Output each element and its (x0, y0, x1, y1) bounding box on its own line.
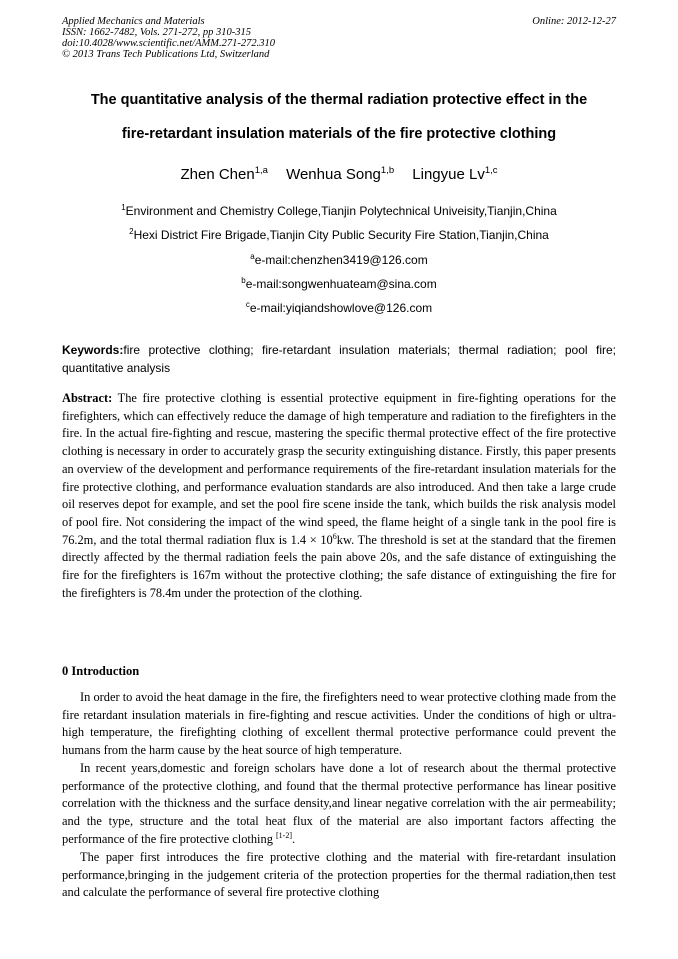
keywords-label: Keywords: (62, 343, 124, 357)
section-heading-introduction: 0 Introduction (62, 664, 140, 678)
email-a: $^a$e-mail:chenzhen3419@126.com (250, 252, 428, 267)
intro-paragraph-3: The paper first introduces the fire protective clothing and the material with fire-retardant insulation performance,bringing in the judgement criteria of the protection properties for the thermal radiation,then test and calculate the performance of several fire protective clothing (62, 850, 616, 900)
doi-line: doi:10.4028/www.scientific.net/AMM.271-272.310 (62, 38, 275, 49)
intro-paragraph-2: In recent years,domestic and foreign scholars have done a lot of research about the thermal protective performance of the protective clothing, and found that the thermal protective performance has linear positive correlation with the thickness and the surface density,and linear negative correlation with the air permeability; and the type, structure and the total heat flux of the material are also important factors affecting the performance of the fire protective clothing [1-2]. (62, 761, 629, 846)
issn-line: ISSN: 1662-7482, Vols. 271-272, pp 310-315 (62, 27, 251, 38)
journal-name: Applied Mechanics and Materials (62, 16, 205, 27)
author: Wenhua Song$^{1,b}$ (286, 165, 395, 183)
author-list (0, 166, 678, 183)
paper-title-line-1: The quantitative analysis of the thermal radiation protective effect in the (90, 92, 588, 108)
keywords-text: fire protective clothing; fire-retardant insulation materials; thermal radiation; pool fire; quantitative analysis (62, 343, 616, 375)
keywords (62, 341, 616, 377)
author: Zhen Chen$^{1,a}$ (180, 165, 268, 183)
affiliation-1: $^1$Environment and Chemistry College,Tianjin Polytechnical Univeisity,Tianjin,China (121, 203, 557, 218)
intro-paragraph-1: In order to avoid the heat damage in the fire, the firefighters need to wear protective clothing made from the fire retardant insulation materials in fire-fighting and rescue activities. Under the conditions of high or ultra-high temperature, the firefighting clothing of excellent thermal protective performance could prevent the humans from the harm cause by the heat source of high temperature. (62, 690, 616, 758)
affiliation-2: $^2$Hexi District Fire Brigade,Tianjin City Public Security Fire Station,Tianjin,China (129, 227, 549, 242)
abstract: Abstract: The fire protective clothing is essential protective equipment in fire-fighting operations for the firefighters, which can effectively reduce the damage of high temperature and radiation to the firefighters in the fire. In the actual fire-fighting and rescue, mastering the specific thermal protective effect of the fire protective clothing is necessary in order to accurately grasp the security extinguishing distance. Firstly, this paper presents an overview of the development and performance requirements of the fire-retardant insulation materials for the fire protective clothing, and performance evaluation standards are also introduced. And then take a large crude oil reserves depot for example, and set the pool fire scene inside the tank, which builds the risk analysis model of pool fire. Not considering the impact of the wind speed, the flame height of a single tank in the pool fire is 76.2m, and the total thermal radiation flux is $1.4 \times 10^6kw$. The threshold is set at the standard that the firemen directly affected by the thermal radiation feels the pain above 20s, and the safe distance of extinguishing the fire for the firefighters is 167m without the protective clothing; the safe distance of extinguishing the fire for the firefighters is 78.4m under the protection of the clothing. (62, 391, 616, 600)
abstract-label: Abstract: (62, 391, 113, 405)
author: Lingyue Lv$^{1,c}$ (412, 165, 498, 183)
online-date: Online: 2012-12-27 (532, 16, 616, 27)
email-b: $^b$e-mail:songwenhuateam@sina.com (241, 276, 437, 291)
copyright-line: © 2013 Trans Tech Publications Ltd, Switzerland (62, 49, 270, 60)
email-c: $^c$e-mail:yiqiandshowlove@126.com (245, 300, 433, 315)
paper-title-line-2: fire-retardant insulation materials of the fire protective clothing (121, 126, 557, 142)
citation: [1-2] (276, 830, 292, 840)
